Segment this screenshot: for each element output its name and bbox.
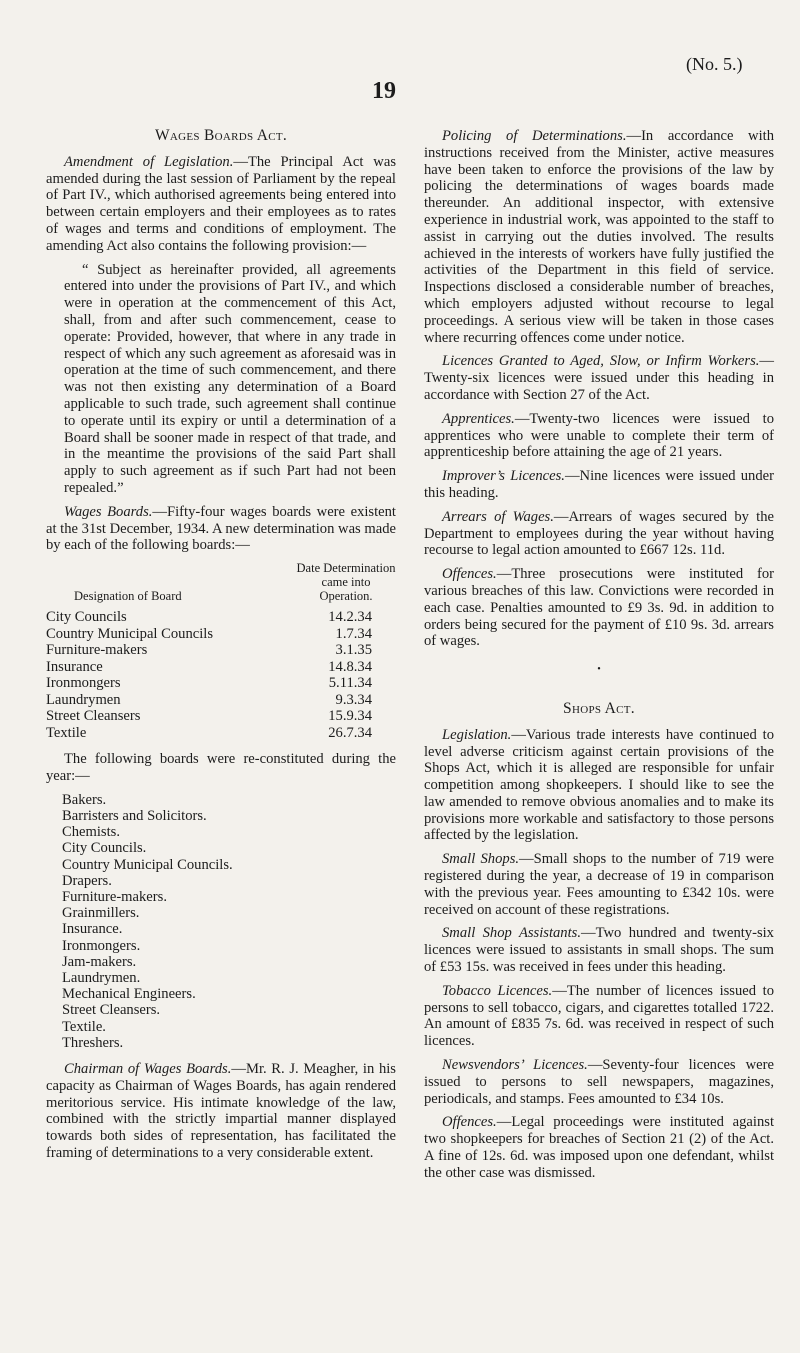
right-column xyxy=(424,128,774,1189)
board-name: Furniture-makers xyxy=(46,642,148,659)
text-small-shops: —Small shops to the number of 719 were registered during the year, a decrease of 19 in comparison with the previous year. Fees amounting to £342 10s. were received on account of these registrations. xyxy=(424,851,774,918)
heading-improvers: Improver’s Licences. xyxy=(442,468,565,485)
determination-date: 15.9.34 xyxy=(328,708,372,725)
paragraph-small-shops xyxy=(424,851,774,918)
paragraph-licences-aged xyxy=(424,353,774,403)
paragraph-improvers xyxy=(424,468,774,502)
paragraph-apprentices xyxy=(424,411,774,461)
heading-arrears: Arrears of Wages. xyxy=(442,508,554,525)
text-tobacco: —The number of licences issued to persons to sell tobacco, cigars, and cigarettes totalled 1722. An amount of £835 7s. 6d. was received in respect of such licences. xyxy=(424,982,774,1050)
board-name: Insurance xyxy=(46,658,103,675)
list-item: Insurance. xyxy=(62,921,123,938)
text-arrears: —Arrears of wages secured by the Department to employees during the year without having recourse to legal action amounted to £667 12s. 11d. xyxy=(424,508,774,559)
determination-date: 14.8.34 xyxy=(328,658,372,675)
heading-chairman: Chairman of Wages Boards. xyxy=(64,1060,232,1077)
page-number: 19 xyxy=(372,78,396,104)
list-item: Drapers. xyxy=(62,872,112,889)
heading-legislation: Legislation. xyxy=(442,726,512,743)
determinations-table xyxy=(46,561,396,741)
text-legislation: —Various trade interests have continued to level adverse criticism against certain provisions of the Shops Act, which it is alleged are responsible for unfair competition among shopkeepers. I should like to see the law amended to remove obvious anomalies and to make its provisions more workable and satisfactory to those persons affected by the legislation. xyxy=(424,726,774,844)
table-row xyxy=(46,692,396,709)
list-item: Grainmillers. xyxy=(62,905,140,922)
reconstituted-boards-list xyxy=(62,792,396,1051)
table-row xyxy=(46,603,396,626)
paragraph-arrears xyxy=(424,509,774,559)
text-newsvendors: —Seventy-four licences were issued to persons to sell newspapers, magazines, periodicals, and stamps. Fees amounted to £34 10s. xyxy=(424,1057,774,1107)
table-row xyxy=(46,708,396,725)
table-row xyxy=(46,675,396,692)
column-header-board: Designation of Board xyxy=(74,589,182,604)
left-column xyxy=(46,128,396,1169)
heading-newsvendors: Newsvendors’ Licences. xyxy=(442,1057,588,1074)
heading-offences-shops: Offences. xyxy=(442,1114,497,1131)
heading-policing: Policing of Determinations. xyxy=(442,128,627,144)
list-item: Laundrymen. xyxy=(62,969,141,986)
paragraph-tobacco xyxy=(424,983,774,1050)
text-improvers: —Nine licences were issued under this heading. xyxy=(424,468,774,501)
determination-date: 3.1.35 xyxy=(335,642,372,659)
list-item: Jam-makers. xyxy=(62,953,137,970)
quoted-provision: “ Subject as hereinafter provided, all agreements entered into under the provisions of Part IV., and which were in operation at the commencement of this Act, shall, from and after such commencement, cease to operate: Provided, however, that where in any trade in respect of which any such agreement as aforesaid was in operation at the time of such commencement, and there was not then existing any determination of a Board applicable to such trade, such agreement shall continue to operate until its expiry or until a determination of a Board shall be sooner made in respect of that trade, and in the meantime the provisions of the said Part shall apply to such agreement as if such Part had not been repealed.” xyxy=(64,261,396,496)
column-header-date: Date Determination came into Operation. xyxy=(296,561,396,604)
text-licences-aged: —Twenty-six licences were issued under this heading in accordance with Section 27 of the Act. xyxy=(424,353,774,403)
list-item: City Councils. xyxy=(62,840,147,857)
determination-date: 26.7.34 xyxy=(328,724,372,741)
heading-offences-wages: Offences. xyxy=(442,566,497,583)
paragraph-policing xyxy=(424,128,774,346)
list-item: Textile. xyxy=(62,1018,106,1035)
heading-licences-aged: Licences Granted to Aged, Slow, or Infirm Workers. xyxy=(442,353,760,370)
board-name: Country Municipal Councils xyxy=(46,625,214,642)
board-name: City Councils xyxy=(46,609,127,626)
heading-small-shops: Small Shops. xyxy=(442,851,520,868)
board-name: Street Cleansers xyxy=(46,708,141,725)
text-offences-shops: —Legal proceedings were instituted against two shopkeepers for breaches of Section 21 (2) of the Act. A fine of 12s. 6d. was imposed upon one defendant, whilst the other case was dismissed. xyxy=(424,1114,774,1181)
determination-date: 14.2.34 xyxy=(328,609,372,626)
paragraph-legislation xyxy=(424,727,774,845)
paragraph-newsvendors xyxy=(424,1057,774,1107)
list-item: Chemists. xyxy=(62,824,120,841)
board-name: Textile xyxy=(46,724,87,741)
text-small-shop-assistants: —Two hundred and twenty-six licences were issued to assistants in small shops. The sum of £53 15s. was received in fees under this heading. xyxy=(424,925,774,976)
board-name: Ironmongers xyxy=(46,675,121,692)
paragraph-wages-boards xyxy=(46,504,396,554)
list-item: Bakers. xyxy=(62,791,107,808)
paragraph-offences-wages xyxy=(424,566,774,650)
divider-mark: • xyxy=(597,664,601,676)
text-policing: —In accordance with instructions received from the Minister, active measures have been taken to enforce the provisions of the law by policing the determinations of wages boards made thereunder. An additional inspector, with extensive experience in industrial work, was appointed to the staff to assist in carrying out the duties involved. The results achieved in the interests of workers have fully justified the activities of the Department in this field of service. Inspections disclosed a considerable number of breaches, which employers adjusted without recourse to legal proceedings. A serious view will be taken in those cases where recurring offences come under notice. xyxy=(424,128,774,346)
table-row xyxy=(46,626,396,643)
table-row xyxy=(46,642,396,659)
heading-wages-boards: Wages Boards. xyxy=(64,503,153,520)
list-item: Country Municipal Councils. xyxy=(62,856,233,873)
list-item: Threshers. xyxy=(62,1034,124,1051)
section-heading-shops-act: Shops Act. xyxy=(563,699,635,717)
list-item: Ironmongers. xyxy=(62,937,141,954)
determination-date: 5.11.34 xyxy=(328,675,372,692)
text-chairman: —Mr. R. J. Meagher, in his capacity as Chairman of Wages Boards, has again rendered meritorious service. His intimate knowledge of the law, combined with the strictly impartial manner displayed towards both sides of representation, has facilitated the framing of determinations to a very considerable extent. xyxy=(46,1060,396,1161)
paragraph-chairman xyxy=(46,1061,396,1162)
text-apprentices: —Twenty-two licences were issued to apprentices who were unable to complete their term of apprenticeship before attaining the age of 21 years. xyxy=(424,410,774,461)
paragraph-reconstituted: The following boards were re-constituted during the year:— xyxy=(46,751,396,784)
text-offences-wages: —Three prosecutions were instituted for various breaches of this law. Convictions were recorded in each case. Penalties amounted to £9 3s. 9d. in addition to orders being secured for the payment of £10 9s. 3d. arrears of wages. xyxy=(424,566,774,650)
text-wages-boards: —Fifty-four wages boards were existent at the 31st December, 1934. A new determination was made by each of the following boards:— xyxy=(46,503,396,554)
document-number: (No. 5.) xyxy=(686,54,743,74)
heading-amendment: Amendment of Legislation. xyxy=(64,153,234,170)
heading-small-shop-assistants: Small Shop Assistants. xyxy=(442,925,581,942)
text-amendment: —The Principal Act was amended during the last session of Parliament by the repeal of Part IV., which authorised agreements being entered into between certain employers and their employees as to rates of wages and terms and conditions of employment. The amending Act also contains the following provision:— xyxy=(46,153,396,254)
table-row xyxy=(46,659,396,676)
determination-date: 1.7.34 xyxy=(335,625,372,642)
determination-date: 9.3.34 xyxy=(335,691,372,708)
paragraph-small-shop-assistants xyxy=(424,925,774,975)
list-item: Street Cleansers. xyxy=(62,1002,161,1019)
board-name: Laundrymen xyxy=(46,691,121,708)
heading-tobacco: Tobacco Licences. xyxy=(442,982,553,999)
section-heading-wages-boards-act: Wages Boards Act. xyxy=(154,127,288,144)
paragraph-amendment xyxy=(46,154,396,255)
paragraph-offences-shops xyxy=(424,1114,774,1181)
list-item: Mechanical Engineers. xyxy=(62,986,196,1003)
table-row xyxy=(46,725,396,742)
list-item: Furniture-makers. xyxy=(62,888,167,905)
list-item: Barristers and Solicitors. xyxy=(62,807,207,824)
heading-apprentices: Apprentices. xyxy=(442,410,515,427)
